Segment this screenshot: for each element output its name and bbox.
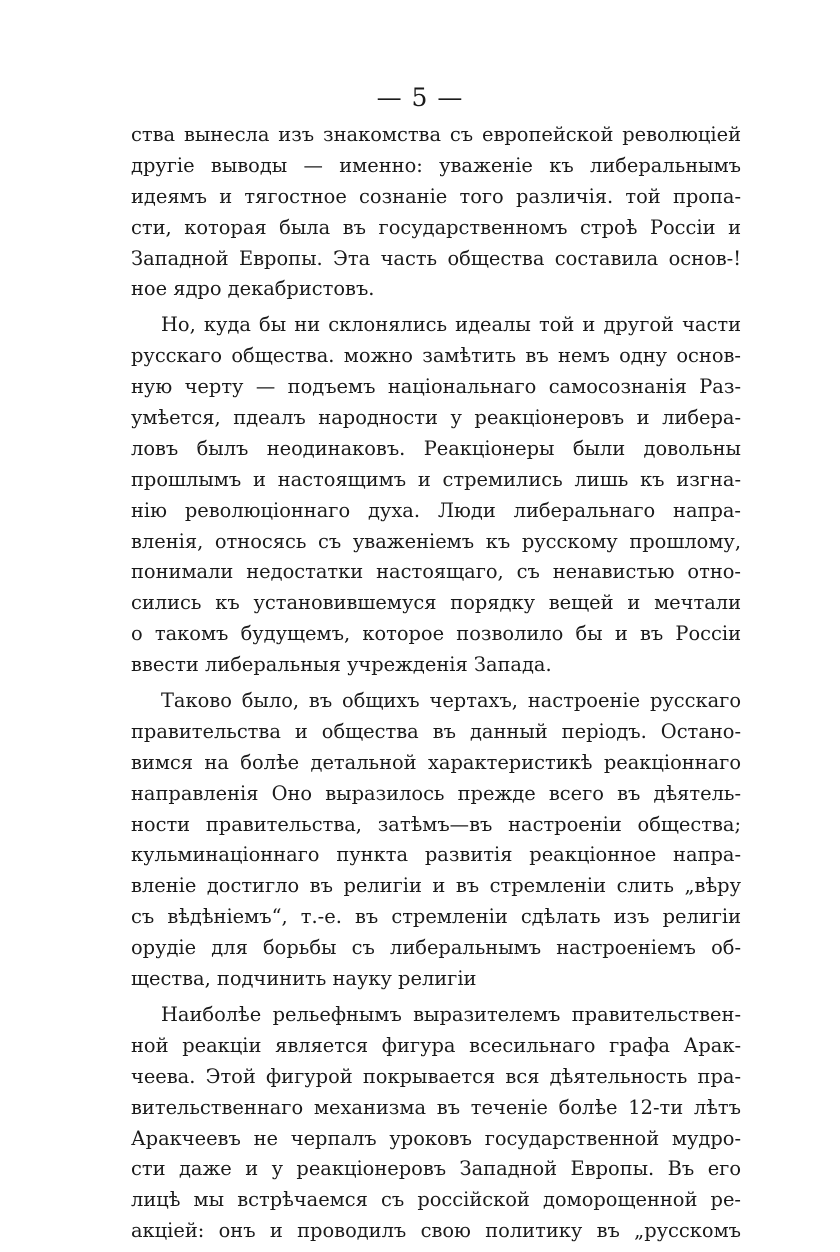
text-line: сти даже и у реакцiонеровъ Западной Европы. Въ его bbox=[131, 1157, 741, 1181]
text-line: прошлымъ и настоящимъ и стремились лишь къ изгна- bbox=[131, 467, 741, 491]
text-line: чеева. Этой фигурой покрывается вся дѣятельность пра- bbox=[131, 1064, 741, 1088]
text-line: кульминацiоннаго пункта развитiя реакцiонное напра- bbox=[131, 843, 741, 867]
text-line: съ вѣдѣнiемъ“, т.-е. въ стремленiи сдѣлать изъ религiи bbox=[131, 905, 741, 929]
text-line: ства вынесла изъ знакомства съ европейской революцiей bbox=[131, 123, 741, 146]
text-line: ной реакцiи является фигура всесильнаго графа Арак- bbox=[131, 1033, 741, 1057]
page-number: — 5 — bbox=[376, 83, 464, 112]
text-line: Аракчеевъ не черпалъ уроковъ государственной мудро- bbox=[131, 1126, 741, 1150]
text-line: Но, куда бы ни склонялись идеалы той и другой части bbox=[161, 313, 741, 337]
text-line: направленiя Оно выразилось прежде всего въ дѣятель- bbox=[131, 781, 741, 805]
text-line: Наиболѣе рельефнымъ выразителемъ правительствен- bbox=[161, 1002, 741, 1026]
text-line: Западной Европы. Эта часть общества составила основ-! bbox=[131, 246, 741, 270]
text-line: правительства и общества въ данный перiодъ. Остано- bbox=[131, 719, 741, 743]
text-line: акцiей: онъ и проводилъ свою политику въ „русскомъ bbox=[131, 1219, 741, 1243]
text-line: о такомъ будущемъ, которое позволило бы и въ Россiи bbox=[131, 622, 741, 646]
text-line: ловъ былъ неодинаковъ. Реакцiонеры были довольны bbox=[131, 436, 741, 460]
text-line: щества, подчинить науку религiи bbox=[131, 967, 477, 991]
text-line: лицѣ мы встрѣчаемся съ россiйской доморощенной ре- bbox=[131, 1188, 741, 1212]
text-line: вимся на болѣе детальной характеристикѣ реакцiоннаго bbox=[131, 750, 741, 774]
text-line: понимали недостатки настоящаго, съ ненавистью отно- bbox=[131, 560, 741, 584]
body-text bbox=[131, 120, 741, 1252]
text-line: идеямъ и тягостное сознанiе того различiя. той пропа- bbox=[131, 184, 741, 208]
text-line: вленiя, относясь съ уваженiемъ къ русскому прошлому, bbox=[131, 529, 741, 553]
text-line: ности правительства, затѣмъ—въ настроенiи общества; bbox=[131, 812, 741, 836]
text-line: нiю революцiоннаго духа. Люди либеральнаго напра- bbox=[131, 498, 741, 522]
text-line: ную черту — подъемъ нацiональнаго самосознанiя Раз- bbox=[131, 375, 741, 399]
paragraph-1 bbox=[131, 120, 741, 305]
text-line: русскаго общества. можно замѣтить въ немъ одну основ- bbox=[131, 344, 741, 368]
text-line: сти, которая была въ государственномъ строѣ Россiи и bbox=[131, 215, 741, 239]
paragraph-3 bbox=[131, 686, 741, 995]
text-line: вленiе достигло въ религiи и въ стремленiи слить „вѣру bbox=[131, 874, 741, 898]
text-line: сились къ установившемуся порядку вещей и мечтали bbox=[131, 591, 741, 615]
text-line: Таково было, въ общихъ чертахъ, настроенiе русскаго bbox=[161, 689, 741, 713]
text-line: ввести либеральныя учрежденiя Запада. bbox=[131, 653, 552, 677]
text-line: орудiе для борьбы съ либеральнымъ настроенiемъ об- bbox=[131, 936, 741, 960]
paragraph-2 bbox=[131, 310, 741, 681]
text-line: ное ядро декабристовъ. bbox=[131, 277, 375, 301]
text-line: другiе выводы — именно: уваженiе къ либеральнымъ bbox=[131, 153, 741, 177]
text-line: умѣется, пдеалъ народности у реакцiонеровъ и либера- bbox=[131, 406, 741, 430]
paragraph-4 bbox=[131, 1000, 741, 1247]
text-line: вительственнаго механизма въ теченiе болѣе 12-ти лѣтъ bbox=[131, 1095, 741, 1119]
